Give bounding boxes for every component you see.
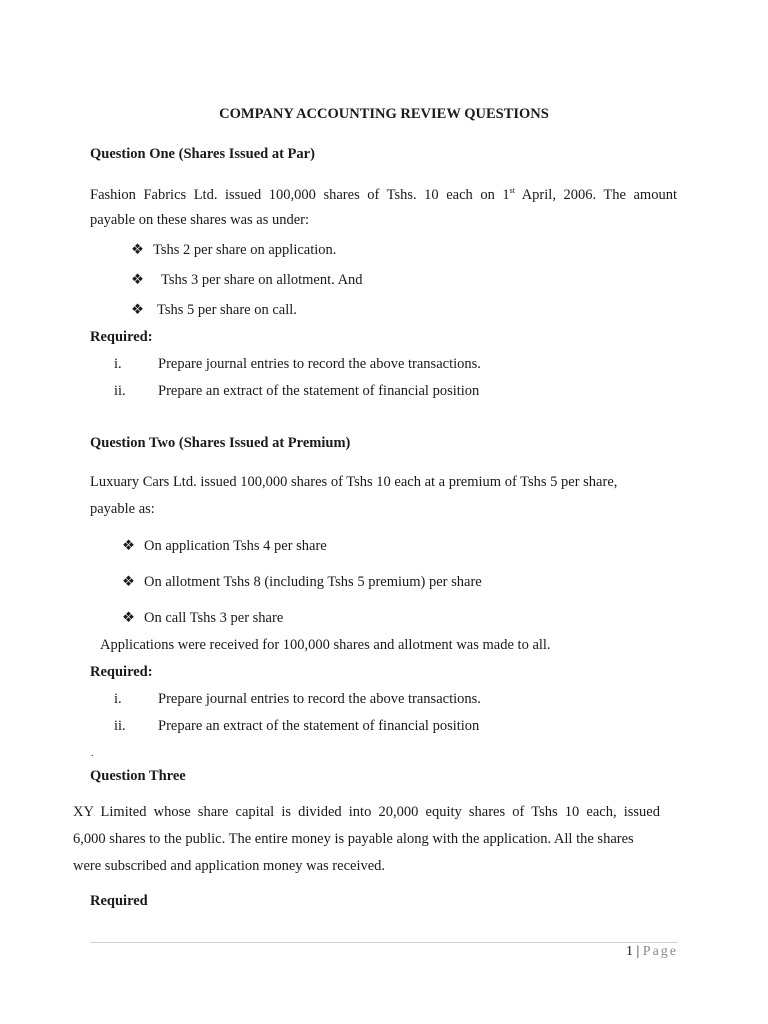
- diamond-bullet-icon: ❖: [131, 302, 144, 318]
- question-two-paragraph-line1: Luxuary Cars Ltd. issued 100,000 shares of Tshs 10 each at a premium of Tshs 5 per share,: [90, 474, 618, 490]
- stray-dot: .: [91, 748, 94, 759]
- q1-item-2-text: Prepare an extract of the statement of financial position: [158, 383, 480, 399]
- question-one-paragraph-line2: payable on these shares was as under:: [90, 212, 310, 228]
- q2-bullet-1-text: On application Tshs 4 per share: [144, 538, 327, 554]
- q1-bullet-3: [131, 302, 297, 319]
- question-three-paragraph-line2: 6,000 shares to the public. The entire money is payable along with the application. All the shares: [73, 831, 634, 847]
- q1-line1-pre: Fashion Fabrics Ltd. issued 100,000 shares of Tshs. 10 each on 1: [90, 187, 510, 203]
- q2-bullet-1: [122, 538, 327, 555]
- q2-bullet-2-text: On allotment Tshs 8 (including Tshs 5 premium) per share: [144, 574, 482, 590]
- q1-item-2: [114, 383, 479, 400]
- question-two-heading: Question Two (Shares Issued at Premium): [90, 435, 351, 451]
- question-two-paragraph-line2: payable as:: [90, 501, 155, 517]
- diamond-bullet-icon: ❖: [122, 610, 135, 626]
- q2-required-label: Required:: [90, 664, 153, 680]
- q2-note: Applications were received for 100,000 shares and allotment was made to all.: [100, 637, 551, 653]
- q2-item-2-num: ii.: [114, 718, 126, 734]
- q1-item-1: [114, 356, 481, 373]
- question-three-heading: Question Three: [90, 768, 186, 784]
- q2-item-2: [114, 718, 479, 735]
- diamond-bullet-icon: ❖: [122, 538, 135, 554]
- q2-bullet-3: [122, 610, 283, 627]
- q1-item-2-num: ii.: [114, 383, 126, 399]
- question-three-paragraph-line1: XY Limited whose share capital is divided into 20,000 equity shares of Tshs 10 each, issued: [73, 804, 660, 820]
- q2-item-1-text: Prepare journal entries to record the above transactions.: [158, 691, 481, 707]
- diamond-bullet-icon: ❖: [122, 574, 135, 590]
- footer-separator: |: [636, 944, 640, 959]
- q3-required-label: Required: [90, 893, 148, 909]
- q1-line1-sup: st: [509, 186, 515, 195]
- q1-required-label: Required:: [90, 329, 153, 345]
- q1-bullet-1: [131, 242, 336, 259]
- question-three-paragraph-line3: were subscribed and application money was received.: [73, 858, 386, 874]
- q2-item-1-num: i.: [114, 691, 122, 707]
- q1-bullet-1-text: Tshs 2 per share on application.: [153, 242, 337, 258]
- question-one-paragraph-line1: [90, 186, 677, 204]
- q1-line1-post: April, 2006. The amount: [514, 187, 677, 203]
- diamond-bullet-icon: ❖: [131, 272, 144, 288]
- document-title: COMPANY ACCOUNTING REVIEW QUESTIONS: [219, 106, 549, 122]
- page-label: Page: [642, 944, 678, 959]
- q1-bullet-3-text: Tshs 5 per share on call.: [157, 302, 297, 318]
- q1-item-1-num: i.: [114, 356, 122, 372]
- q2-item-1: [114, 691, 481, 708]
- q2-bullet-3-text: On call Tshs 3 per share: [144, 610, 284, 626]
- q1-bullet-2-text: Tshs 3 per share on allotment. And: [161, 272, 363, 288]
- q1-bullet-2: [131, 272, 363, 289]
- q1-item-1-text: Prepare journal entries to record the above transactions.: [158, 356, 481, 372]
- q2-bullet-2: [122, 574, 482, 591]
- q2-item-2-text: Prepare an extract of the statement of financial position: [158, 718, 480, 734]
- diamond-bullet-icon: ❖: [131, 242, 144, 258]
- footer-divider: [90, 942, 678, 943]
- page-footer: [626, 944, 678, 960]
- page-number: 1: [625, 944, 633, 959]
- question-one-heading: Question One (Shares Issued at Par): [90, 146, 315, 162]
